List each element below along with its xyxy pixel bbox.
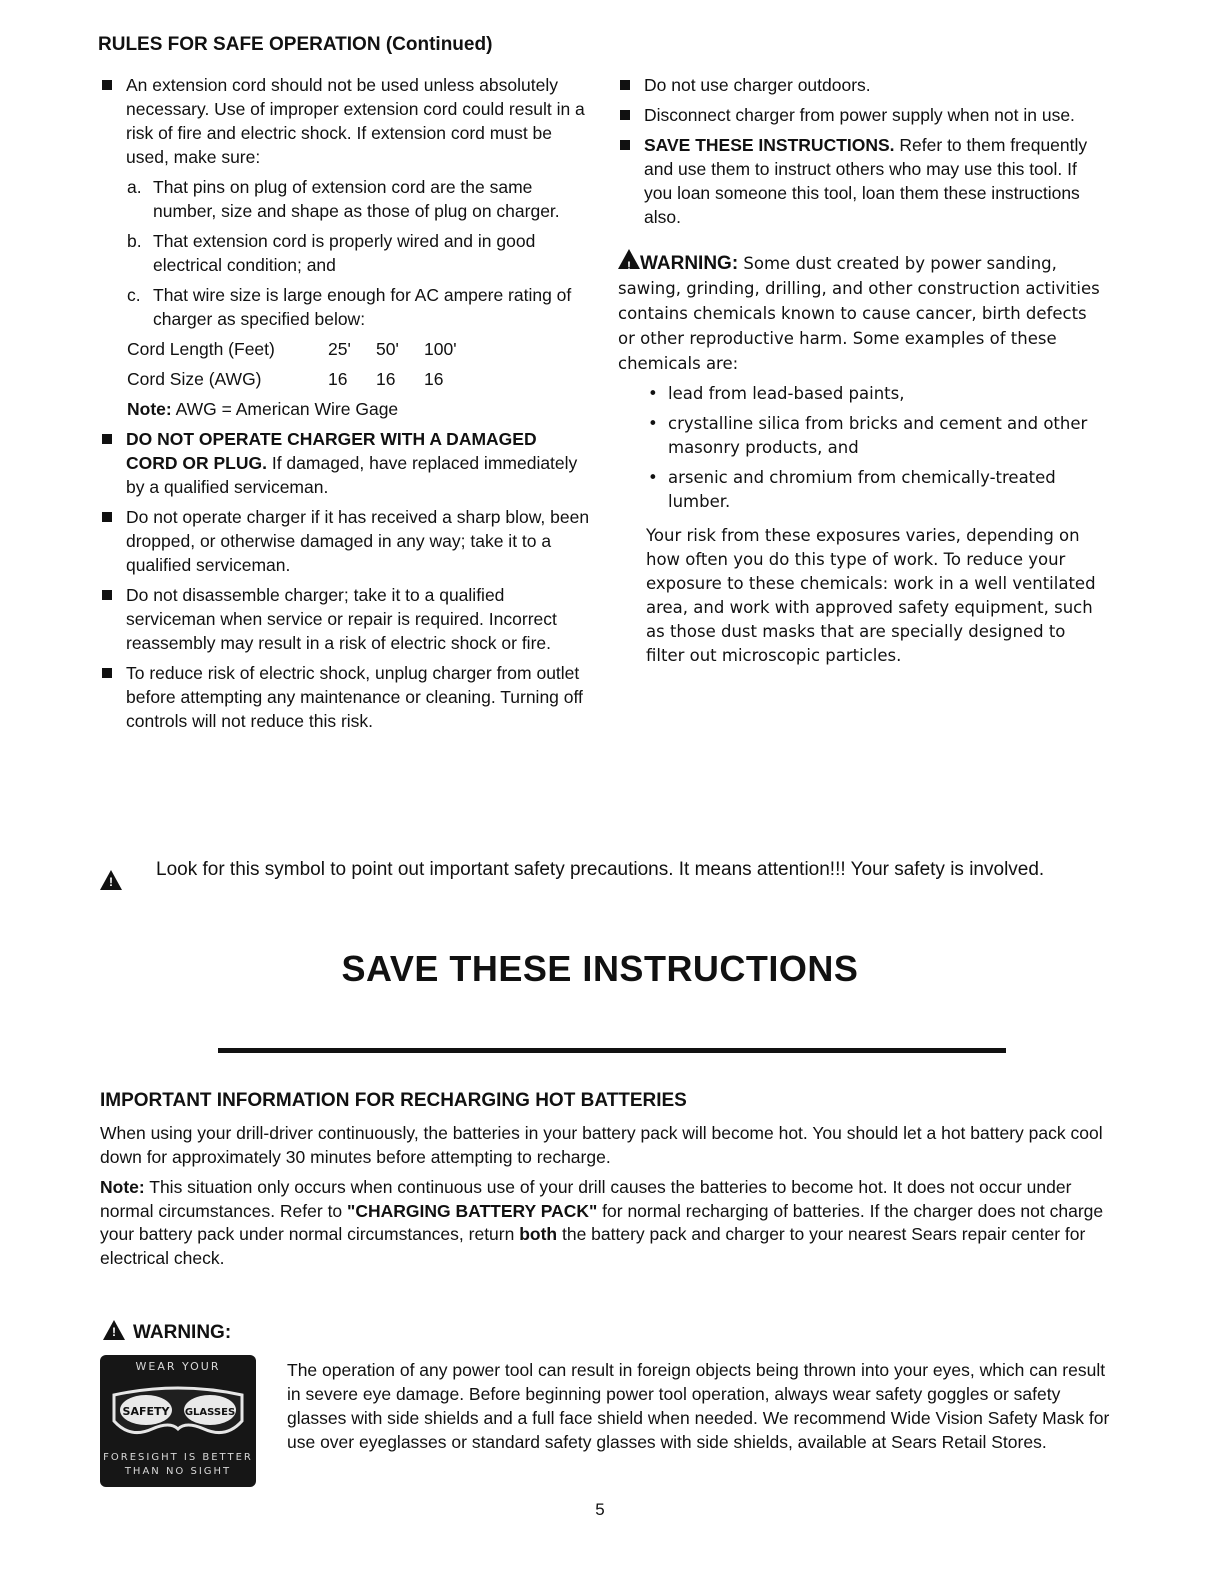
section-header: RULES FOR SAFE OPERATION (Continued) <box>98 34 493 55</box>
save-instructions-title: SAVE THESE INSTRUCTIONS <box>341 948 859 989</box>
note-text: This situation only occurs when continuous use of your drill causes the batteries to become hot. It does not occur under normal circumstances. Refer to <box>100 1177 1072 1221</box>
table-cell: 50' <box>376 339 399 359</box>
bullet-save-instructions <box>618 133 1108 229</box>
dot-bullet-icon: • <box>648 384 658 403</box>
square-bullet-icon <box>102 80 112 90</box>
warning-label: WARNING: <box>640 253 739 274</box>
badge-top-text: WEAR YOUR <box>135 1360 221 1373</box>
square-bullet-icon <box>620 110 630 120</box>
chem-item-arsenic <box>618 466 1108 514</box>
safety-glasses-icon <box>108 1377 248 1449</box>
bullet-text: If damaged, have replaced immediately by a qualified serviceman. <box>126 453 578 497</box>
bullet-text: To reduce risk of electric shock, unplug charger from outlet before attempting any maintenance or cleaning. Turning off controls will not reduce this risk. <box>126 663 583 731</box>
hot-battery-note <box>100 1176 1105 1270</box>
risk-paragraph: Your risk from these exposures varies, depending on how often you do this type of work. To reduce your exposure to these chemicals: work in a well ventilated area, and work with approved safety equipment, such as those dust masks that are specially designed to filter out microscopic particles. <box>646 526 1096 665</box>
bullet-text: An extension cord should not be used unless absolutely necessary. Use of improper extension cord could result in a risk of fire and electric shock. If extension cord must be used, make sure: <box>126 75 585 167</box>
important-heading: IMPORTANT INFORMATION FOR RECHARGING HOT BATTERIES <box>100 1090 687 1111</box>
cord-table <box>100 337 590 361</box>
left-column <box>100 73 590 739</box>
eye-warning-text: The operation of any power tool can result in foreign objects being thrown into your eyes, which can result in severe eye damage. Before beginning power tool operation, always wear safety goggles or safety glasses with side shields and a full face shield when needed. We recommend Wide Vision Safety Mask for use over eyeglasses or standard safety glasses with side shields, available at Sears Retail Stores. <box>287 1360 1110 1452</box>
dot-bullet-icon: • <box>648 468 658 487</box>
table-cell: 16 <box>328 369 348 389</box>
bullet-disconnect <box>618 103 1108 127</box>
warning-label: WARNING: <box>133 1322 232 1343</box>
square-bullet-icon <box>620 140 630 150</box>
bullet-text: Do not use charger outdoors. <box>644 75 871 95</box>
badge-bottom-text <box>100 1451 256 1479</box>
sub-text: That extension cord is properly wired and in good electrical condition; and <box>153 231 536 275</box>
bullet-bold-text: DO NOT OPERATE CHARGER WITH A DAMAGED CORD OR PLUG. <box>126 429 537 473</box>
sub-item-c <box>100 283 590 331</box>
eye-warning-heading <box>103 1320 231 1344</box>
dust-warning <box>618 249 1108 376</box>
bullet-disassemble <box>100 583 590 655</box>
square-bullet-icon <box>620 80 630 90</box>
warning-text: Some dust created by power sanding, sawing, grinding, drilling, and other construction activities contains chemicals known to cause cancer, birth defects or other reproductive harm. Some examples of these chemicals are: <box>618 254 1100 373</box>
badge-bottom-line: FORESIGHT IS BETTER <box>103 1452 253 1463</box>
sub-letter: a. <box>127 177 142 197</box>
hot-battery-paragraph: When using your drill-driver continuously, the batteries in your battery pack will become hot. You should let a hot battery pack cool down for approximately 30 minutes before attempting to recharge. <box>100 1123 1103 1167</box>
square-bullet-icon <box>102 434 112 444</box>
sub-text: That pins on plug of extension cord are the same number, size and shape as those of plug on charger. <box>153 177 560 221</box>
bullet-text: Disconnect charger from power supply when not in use. <box>644 105 1075 125</box>
bullet-text: Do not disassemble charger; take it to a qualified serviceman when service or repair is required. Incorrect reassembly may result in a risk of electric shock or fire. <box>126 585 557 653</box>
right-column <box>618 73 1108 668</box>
bullet-extension-cord <box>100 73 590 169</box>
note-label: Note: <box>100 1177 145 1197</box>
bullet-unplug <box>100 661 590 733</box>
chem-text: arsenic and chromium from chemically-treated lumber. <box>668 468 1056 511</box>
table-cell: Cord Length (Feet) <box>127 339 275 359</box>
note-text: for normal recharging of batteries. If the charger does not charge your battery pack under normal circumstances, return <box>100 1200 1104 1244</box>
chem-item-lead <box>618 382 1108 406</box>
warning-triangle-icon <box>100 870 122 890</box>
cord-table-row2 <box>100 367 590 391</box>
bullet-text: Refer to them frequently and use them to instruct others who may use this tool. If you loan someone this tool, loan them these instructions also. <box>644 135 1088 227</box>
table-cell: 25' <box>328 339 351 359</box>
page-number: 5 <box>595 1500 605 1519</box>
sub-item-a <box>100 175 590 223</box>
sub-text: That wire size is large enough for AC ampere rating of charger as specified below: <box>153 285 572 329</box>
bullet-text: Do not operate charger if it has received a sharp blow, been dropped, or otherwise damaged in any way; take it to a qualified serviceman. <box>126 507 590 575</box>
chem-text: lead from lead-based paints, <box>668 384 905 403</box>
divider <box>218 1048 1006 1053</box>
warning-triangle-icon <box>103 1320 125 1340</box>
square-bullet-icon <box>102 590 112 600</box>
bullet-sharp-blow <box>100 505 590 577</box>
badge-right-text: GLASSES <box>184 1407 236 1418</box>
badge-left-text: SAFETY <box>122 1405 170 1418</box>
awg-note <box>100 397 590 421</box>
sub-letter: c. <box>127 285 141 305</box>
sub-item-b <box>100 229 590 277</box>
note-text: the battery pack and charger to your nearest Sears repair center for electrical check. <box>100 1224 1086 1268</box>
bullet-damaged-cord <box>100 427 590 499</box>
note-emphasis: both <box>519 1224 558 1244</box>
chem-item-silica <box>618 412 1108 460</box>
warning-triangle-icon <box>618 249 640 269</box>
bullet-bold-text: SAVE THESE INSTRUCTIONS. <box>644 135 895 155</box>
chem-text: crystalline silica from bricks and cement and other masonry products, and <box>668 414 1088 457</box>
sub-letter: b. <box>127 231 142 251</box>
attention-text: Look for this symbol to point out important safety precautions. It means attention!!! Your safety is involved. <box>156 859 1045 880</box>
square-bullet-icon <box>102 668 112 678</box>
table-cell: 100' <box>424 339 457 359</box>
bullet-outdoors <box>618 73 1108 97</box>
table-cell: 16 <box>424 369 444 389</box>
note-label: Note: <box>127 399 172 419</box>
badge-bottom-line: THAN NO SIGHT <box>124 1466 232 1477</box>
table-cell: Cord Size (AWG) <box>127 369 262 389</box>
table-cell: 16 <box>376 369 396 389</box>
dot-bullet-icon: • <box>648 414 658 433</box>
safety-glasses-badge <box>100 1355 256 1487</box>
note-reference: "CHARGING BATTERY PACK" <box>347 1200 598 1221</box>
square-bullet-icon <box>102 512 112 522</box>
note-text: AWG = American Wire Gage <box>171 399 399 419</box>
